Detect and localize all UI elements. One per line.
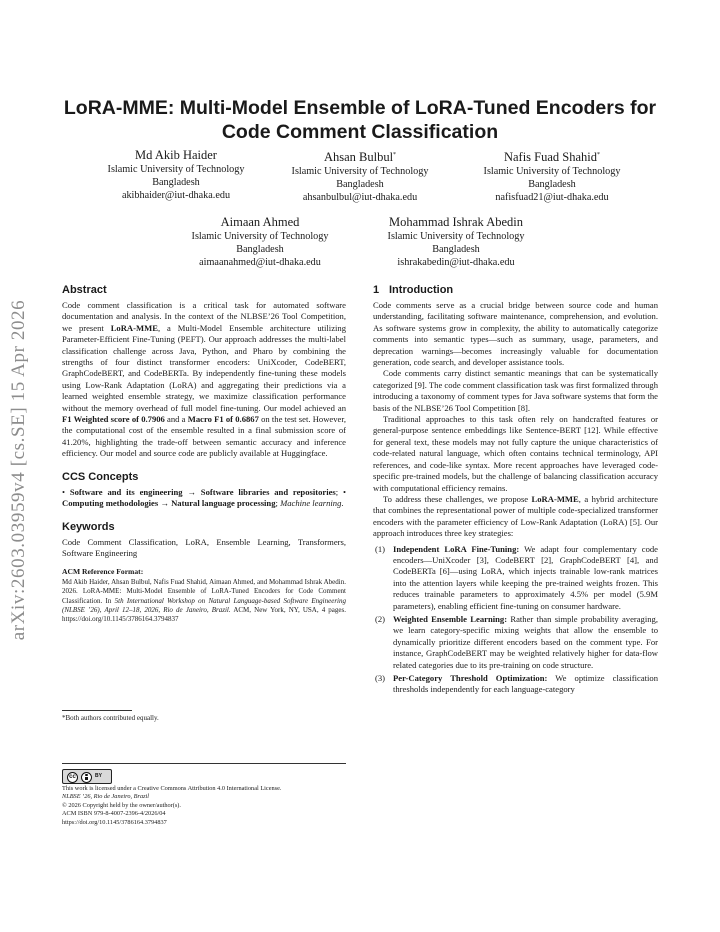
author-country: Bangladesh bbox=[528, 179, 576, 191]
author-email: ahsanbulbul@iut-dhaka.edu bbox=[302, 192, 418, 204]
author-email: nafisfuad21@iut-dhaka.edu bbox=[495, 192, 609, 204]
license-rule bbox=[62, 763, 346, 764]
author-country: Bangladesh bbox=[236, 244, 284, 255]
author-name: Md Akib Haider bbox=[135, 148, 217, 162]
model-name: LoRA-MME bbox=[531, 493, 579, 504]
author-country: Bangladesh bbox=[152, 177, 200, 188]
author-block bbox=[452, 148, 652, 204]
keywords-text: Code Comment Classification, LoRA, Ensemble Learning, Transformers, Software Engineering bbox=[62, 536, 346, 558]
left-column bbox=[62, 283, 346, 625]
footnote: *Both authors contributed equally. bbox=[62, 714, 159, 722]
cc-icon: cc bbox=[67, 772, 78, 783]
author-country: Bangladesh bbox=[336, 179, 384, 191]
author-country: Bangladesh bbox=[432, 244, 480, 255]
author-affiliation: Islamic University of Technology bbox=[107, 164, 245, 175]
introduction-heading: 1 Introduction bbox=[373, 284, 454, 296]
ccs-item-software: Software and its engineering → Software libraries and repositories bbox=[69, 486, 336, 497]
list-item: (1) Independent LoRA Fine-Tuning: We adapt four complementary code encoders—UniXcoder [3], CodeBERT [2], GraphCodeBERT [4], and CodeBERTa [6]—using LoRA, which injects trainable low-rank matrices into the attention layers while keeping the pre-trained weights frozen. This reduces trainable parameters to approximately 4.5% per model (5.9M parameters), enabling efficient fine-tuning on consumer hardware. bbox=[375, 543, 658, 611]
ccs-item-computing: Computing methodologies → Natural language processing bbox=[62, 498, 276, 509]
ccs-heading: CCS Concepts bbox=[62, 470, 139, 483]
macro-f1-score: Macro F1 of 0.6867 bbox=[187, 414, 259, 425]
f1-weighted-score: F1 Weighted score of 0.7906 bbox=[62, 414, 165, 425]
arxiv-side-identifier bbox=[4, 260, 34, 680]
list-item: (2) Weighted Ensemble Learning: Rather than simple probability averaging, we learn category-specific mixing weights that allow the ensemble to dynamically prioritize different encoders based on the comment type. For instance, GraphCodeBERT may be weighted relatively higher for data-flow related categories due to its pre-training on code structure. bbox=[375, 613, 658, 670]
author-name: Aimaan Ahmed bbox=[220, 215, 300, 229]
ccs-concepts-text: • Software and its engineering → Software libraries and repositories; • Computing methodologies → Natural language processing; Machine learning. bbox=[62, 486, 346, 509]
isbn-line: ACM ISBN 979-8-4007-2396-4/2026/04 bbox=[62, 810, 166, 818]
author-name: Mohammad Ishrak Abedin bbox=[388, 215, 523, 229]
license-line: This work is licensed under a Creative Commons Attribution 4.0 International License. bbox=[62, 785, 282, 792]
intro-paragraph: Traditional approaches to this task often rely on handcrafted features or general-purpose sentence embeddings like Sentence-BERT [12]. While effective for general text, these models may not fully capture the unique characteristics of code-related natural language, which often contains technical terminology, API references, and code-like syntax. More recent approaches have leveraged code-specific pre-trained models, but the challenge of balancing classification accuracy with computational efficiency remains. bbox=[373, 414, 658, 493]
author-block bbox=[160, 215, 360, 269]
cc-by-label: BY bbox=[95, 773, 102, 779]
intro-paragraph: To address these challenges, we propose LoRA-MME, a hybrid architecture that combines the representational power of multiple code-specialized transformer encoders with the parameter efficiency of Low-Rank Adaptation (LoRA) [5]. Our approach introduces three key strategies: bbox=[373, 493, 658, 539]
license-block bbox=[62, 785, 352, 827]
author-affiliation: Islamic University of Technology bbox=[387, 231, 525, 242]
author-email: akibhaider@iut-dhaka.edu bbox=[121, 190, 231, 201]
model-name: LoRA-MME bbox=[110, 322, 158, 333]
acm-reference-heading: ACM Reference Format: bbox=[62, 567, 144, 577]
arxiv-id-text: arXiv:2603.03959v4 [cs.SE] 15 Apr 2026 bbox=[8, 299, 29, 641]
right-column bbox=[373, 283, 658, 698]
author-affiliation: Islamic University of Technology bbox=[291, 166, 429, 178]
acm-reference bbox=[62, 567, 346, 624]
author-affiliation: Islamic University of Technology bbox=[483, 166, 621, 178]
doi-line: https://doi.org/10.1145/3786164.3794837 bbox=[62, 818, 167, 826]
author-affiliation: Islamic University of Technology bbox=[191, 231, 329, 242]
acm-reference-text: Md Akib Haider, Ahsan Bulbul, Nafis Fuad Shahid, Aimaan Ahmed, and Mohammad Ishrak Abedin. 2026. LoRA-MME: Multi-Model Ensemble of LoRA-Tuned Encoders for Code Comment Classification. In 5th International Workshop on Natural Language-based Software Engineering (NLBSE ’26), April 12–18, 2026, Rio de Janeiro, Brazil. ACM, New York, NY, USA, 4 pages. https://doi.org/10.1145/3786164.3794837 bbox=[62, 577, 346, 624]
conference-line: NLBSE ’26, Rio de Janeiro, Brazil bbox=[62, 793, 150, 801]
equal-contribution-marker: * bbox=[393, 152, 397, 158]
equal-contribution-marker: * bbox=[597, 152, 601, 158]
contribution-list bbox=[373, 544, 658, 696]
intro-paragraph: Code comments serve as a crucial bridge between source code and human understanding, facilitating software maintenance, comprehension, and evolution. As software systems grow in complexity, the ability to automatically categorize comments into semantic types—such as summary, usage, parameters, and deprecation warnings—becomes increasingly valuable for documentation generation, code search, and developer assistance tools. bbox=[373, 300, 658, 368]
author-email: aimaanahmed@iut-dhaka.edu bbox=[199, 257, 321, 268]
author-block bbox=[260, 148, 460, 204]
attribution-person-icon bbox=[81, 772, 92, 783]
abstract-heading: Abstract bbox=[62, 284, 107, 296]
ccs-item-ml: Machine learning bbox=[280, 498, 342, 509]
footnote-rule bbox=[62, 710, 132, 711]
author-name: Ahsan Bulbul* bbox=[323, 150, 397, 165]
abstract-text: Code comment classification is a critical task for automated software documentation and analysis. In the context of the NLBSE’26 Tool Competition, we present LoRA-MME, a Multi-Model Ensemble architecture utilizing Parameter-Efficient Fine-Tuning (PEFT). Our approach addresses the multi-label classification challenge across Java, Python, and Pharo by combining the strengths of four distinct transformer encoders: UniXcoder, CodeBERT, GraphCodeBERT, and CodeBERTa. By independently fine-tuning these models using Low-Rank Adaptation (LoRA) and aggregating their predictions via a learned weighted ensemble strategy, we maximize classification performance without the memory overhead of full model fine-tuning. Our model achieved an F1 Weighted score of 0.7906 and a Macro F1 of 0.6867 on the test set. However, the computational cost of the ensemble resulted in a final submission score of 41.20%, highlighting the trade-off between semantic accuracy and inference efficiency. Our model and source code are publicly available at Huggingface. bbox=[62, 300, 346, 459]
copyright-line: © 2026 Copyright held by the owner/author(s). bbox=[62, 801, 181, 809]
paper-title: LoRA-MME: Multi-Model Ensemble of LoRA-Tuned Encoders for Code Comment Classification bbox=[63, 97, 657, 143]
creative-commons-badge bbox=[62, 769, 112, 784]
author-name: Nafis Fuad Shahid* bbox=[503, 150, 601, 165]
author-email: ishrakabedin@iut-dhaka.edu bbox=[397, 257, 515, 268]
list-item: (3) Per-Category Threshold Optimization: We optimize classification thresholds independently for each language-category bbox=[375, 673, 659, 695]
keywords-heading: Keywords bbox=[62, 520, 115, 533]
author-block bbox=[76, 148, 276, 202]
intro-paragraph: Code comments carry distinct semantic meanings that can be systematically categorized [9]. The code comment classification task was first formalized through introducing a taxonomy of comment types for Java software systems that form the basis of the NLBSE’26 Tool Competition [8]. bbox=[373, 368, 659, 413]
author-block bbox=[356, 215, 556, 269]
